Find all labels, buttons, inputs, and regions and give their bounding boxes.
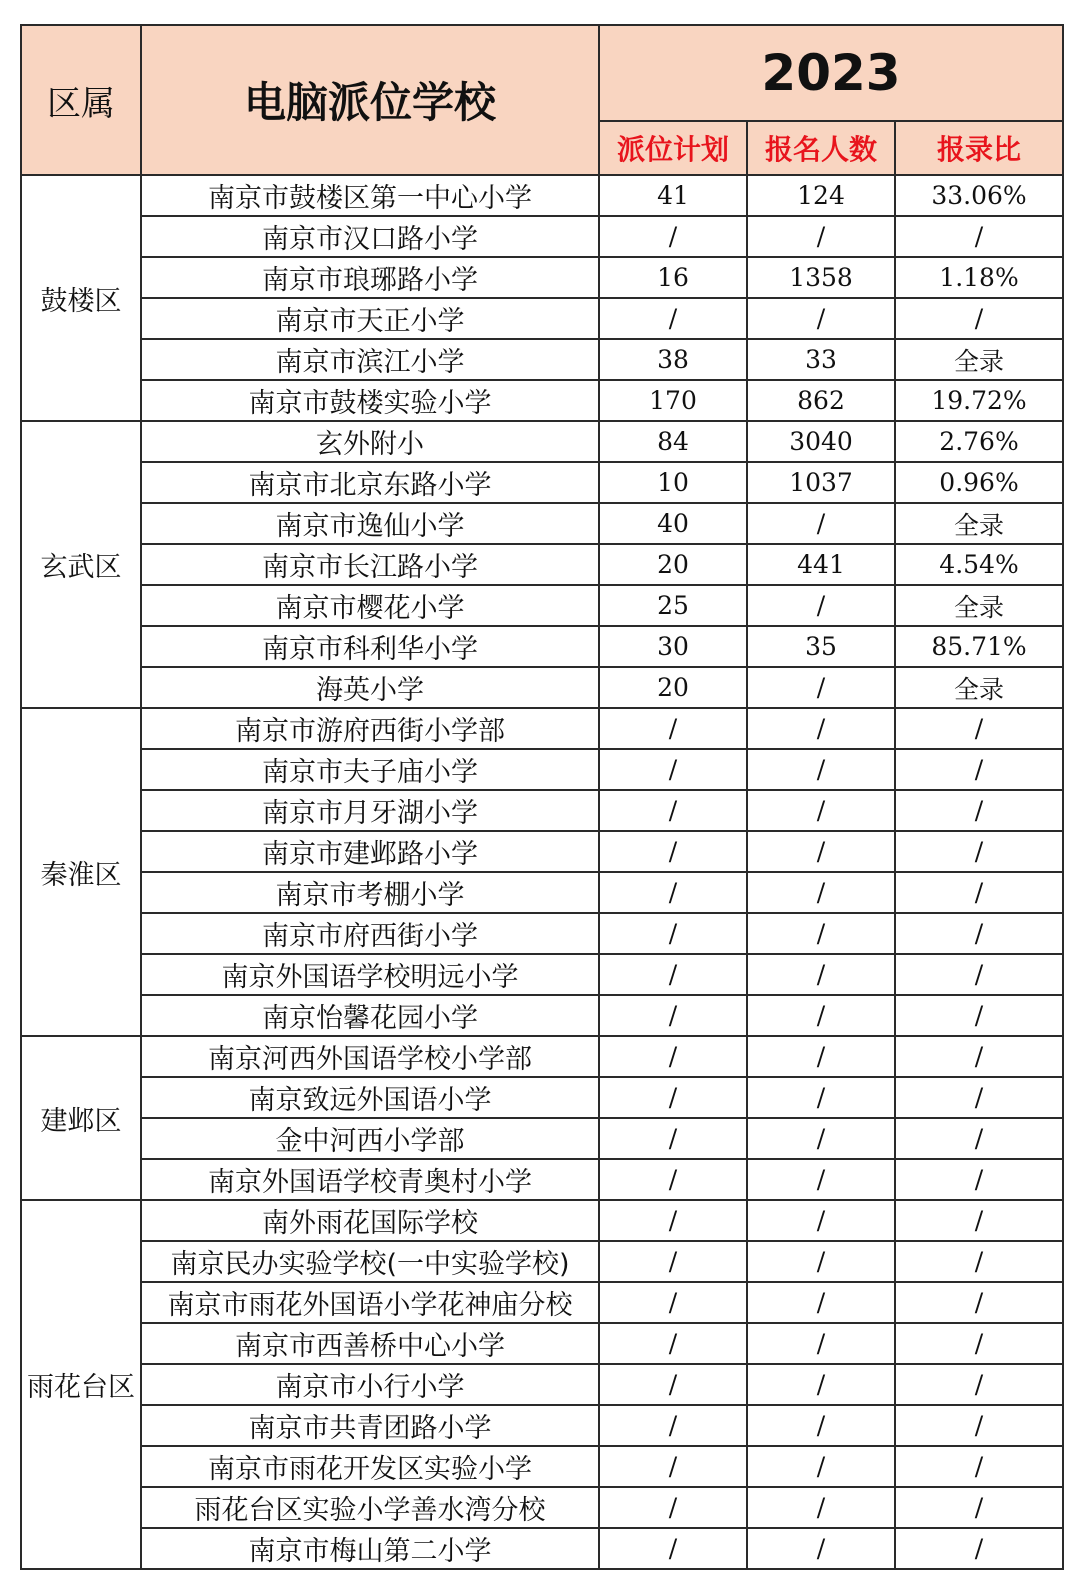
school-name-cell: 南京市考棚小学 xyxy=(141,872,599,913)
table-body xyxy=(21,175,1063,1569)
school-name-cell: 南京市雨花开发区实验小学 xyxy=(141,1446,599,1487)
district-column-header: 区属 xyxy=(21,25,141,175)
ratio-cell: / xyxy=(895,1405,1063,1446)
district-cell: 鼓楼区 xyxy=(21,175,141,421)
applicants-cell: / xyxy=(747,872,895,913)
ratio-cell: / xyxy=(895,790,1063,831)
applicants-cell: / xyxy=(747,1364,895,1405)
plan-cell: / xyxy=(599,216,747,257)
plan-cell: / xyxy=(599,995,747,1036)
school-name-cell: 南京市小行小学 xyxy=(141,1364,599,1405)
school-name-cell: 南京市府西街小学 xyxy=(141,913,599,954)
ratio-cell: 0.96% xyxy=(895,462,1063,503)
ratio-cell: / xyxy=(895,1036,1063,1077)
applicants-cell: / xyxy=(747,1528,895,1569)
applicants-cell: 862 xyxy=(747,380,895,421)
ratio-cell: / xyxy=(895,216,1063,257)
school-name-cell: 南京市西善桥中心小学 xyxy=(141,1323,599,1364)
ratio-cell: 全录 xyxy=(895,503,1063,544)
applicants-cell: / xyxy=(747,749,895,790)
table-row xyxy=(21,1487,1063,1528)
table-row xyxy=(21,667,1063,708)
school-name-cell: 南京市北京东路小学 xyxy=(141,462,599,503)
plan-cell: / xyxy=(599,954,747,995)
plan-cell: / xyxy=(599,1200,747,1241)
plan-cell: / xyxy=(599,790,747,831)
school-lottery-table xyxy=(20,24,1064,1570)
ratio-cell: / xyxy=(895,1446,1063,1487)
applicants-cell: / xyxy=(747,1200,895,1241)
table-row xyxy=(21,216,1063,257)
table-row xyxy=(21,1528,1063,1569)
school-name-cell: 南京市汉口路小学 xyxy=(141,216,599,257)
school-name-cell: 南京市科利华小学 xyxy=(141,626,599,667)
applicants-cell: / xyxy=(747,954,895,995)
applicants-cell: / xyxy=(747,585,895,626)
school-name-cell: 南京市雨花外国语小学花神庙分校 xyxy=(141,1282,599,1323)
table-row xyxy=(21,1405,1063,1446)
ratio-cell: / xyxy=(895,1077,1063,1118)
table-row xyxy=(21,298,1063,339)
plan-cell: 41 xyxy=(599,175,747,216)
table-row xyxy=(21,1364,1063,1405)
school-name-cell: 南京市游府西街小学部 xyxy=(141,708,599,749)
school-name-cell: 南京市共青团路小学 xyxy=(141,1405,599,1446)
applicants-cell: / xyxy=(747,298,895,339)
plan-cell: 16 xyxy=(599,257,747,298)
table-row xyxy=(21,544,1063,585)
applicants-cell: / xyxy=(747,1036,895,1077)
plan-cell: / xyxy=(599,913,747,954)
table-row xyxy=(21,954,1063,995)
ratio-cell: / xyxy=(895,1241,1063,1282)
applicants-cell: / xyxy=(747,790,895,831)
table-row xyxy=(21,339,1063,380)
table-row xyxy=(21,872,1063,913)
plan-cell: / xyxy=(599,1077,747,1118)
ratio-cell: / xyxy=(895,954,1063,995)
plan-cell: 20 xyxy=(599,667,747,708)
plan-cell: 40 xyxy=(599,503,747,544)
school-name-cell: 南京市逸仙小学 xyxy=(141,503,599,544)
plan-cell: / xyxy=(599,1323,747,1364)
table-row xyxy=(21,913,1063,954)
school-name-cell: 南京市长江路小学 xyxy=(141,544,599,585)
school-name-cell: 南京市琅琊路小学 xyxy=(141,257,599,298)
plan-cell: / xyxy=(599,1364,747,1405)
school-name-cell: 南京市建邺路小学 xyxy=(141,831,599,872)
ratio-cell: / xyxy=(895,1200,1063,1241)
plan-cell: / xyxy=(599,298,747,339)
applicants-cell: / xyxy=(747,1282,895,1323)
applicants-cell: 35 xyxy=(747,626,895,667)
ratio-cell: 85.71% xyxy=(895,626,1063,667)
ratio-column-header: 报录比 xyxy=(895,121,1063,175)
school-name-cell: 南京市天正小学 xyxy=(141,298,599,339)
plan-cell: 25 xyxy=(599,585,747,626)
applicants-column-header: 报名人数 xyxy=(747,121,895,175)
table-row xyxy=(21,1118,1063,1159)
ratio-cell: 全录 xyxy=(895,585,1063,626)
table-row xyxy=(21,1282,1063,1323)
table-row xyxy=(21,1241,1063,1282)
applicants-cell: / xyxy=(747,1487,895,1528)
school-name-cell: 南京河西外国语学校小学部 xyxy=(141,1036,599,1077)
school-name-cell: 玄外附小 xyxy=(141,421,599,462)
plan-cell: 38 xyxy=(599,339,747,380)
applicants-cell: / xyxy=(747,667,895,708)
table-row xyxy=(21,1159,1063,1200)
applicants-cell: / xyxy=(747,1241,895,1282)
plan-cell: / xyxy=(599,1528,747,1569)
table-row xyxy=(21,1036,1063,1077)
school-name-cell: 海英小学 xyxy=(141,667,599,708)
ratio-cell: 1.18% xyxy=(895,257,1063,298)
ratio-cell: 33.06% xyxy=(895,175,1063,216)
table-row xyxy=(21,626,1063,667)
school-name-cell: 南京外国语学校明远小学 xyxy=(141,954,599,995)
ratio-cell: 全录 xyxy=(895,667,1063,708)
ratio-cell: 4.54% xyxy=(895,544,1063,585)
plan-cell: / xyxy=(599,1036,747,1077)
ratio-cell: / xyxy=(895,872,1063,913)
ratio-cell: / xyxy=(895,913,1063,954)
plan-cell: / xyxy=(599,749,747,790)
school-name-cell: 雨花台区实验小学善水湾分校 xyxy=(141,1487,599,1528)
ratio-cell: / xyxy=(895,1487,1063,1528)
plan-cell: / xyxy=(599,1159,747,1200)
school-name-cell: 南京民办实验学校(一中实验学校) xyxy=(141,1241,599,1282)
school-name-cell: 南京外国语学校青奥村小学 xyxy=(141,1159,599,1200)
table-row xyxy=(21,1446,1063,1487)
applicants-cell: 1358 xyxy=(747,257,895,298)
ratio-cell: / xyxy=(895,298,1063,339)
applicants-cell: / xyxy=(747,831,895,872)
applicants-cell: 441 xyxy=(747,544,895,585)
applicants-cell: / xyxy=(747,1159,895,1200)
ratio-cell: / xyxy=(895,1528,1063,1569)
plan-cell: / xyxy=(599,1446,747,1487)
ratio-cell: / xyxy=(895,831,1063,872)
table-row xyxy=(21,175,1063,216)
applicants-cell: 33 xyxy=(747,339,895,380)
plan-cell: / xyxy=(599,1405,747,1446)
applicants-cell: 1037 xyxy=(747,462,895,503)
table-row xyxy=(21,831,1063,872)
plan-cell: / xyxy=(599,708,747,749)
applicants-cell: / xyxy=(747,503,895,544)
applicants-cell: / xyxy=(747,216,895,257)
ratio-cell: / xyxy=(895,1364,1063,1405)
plan-cell: 84 xyxy=(599,421,747,462)
district-cell: 雨花台区 xyxy=(21,1200,141,1569)
ratio-cell: / xyxy=(895,1323,1063,1364)
school-name-cell: 南京市滨江小学 xyxy=(141,339,599,380)
ratio-cell: 全录 xyxy=(895,339,1063,380)
applicants-cell: / xyxy=(747,995,895,1036)
ratio-cell: / xyxy=(895,995,1063,1036)
ratio-cell: / xyxy=(895,1118,1063,1159)
school-name-cell: 南京致远外国语小学 xyxy=(141,1077,599,1118)
applicants-cell: 124 xyxy=(747,175,895,216)
school-name-cell: 南外雨花国际学校 xyxy=(141,1200,599,1241)
district-cell: 建邺区 xyxy=(21,1036,141,1200)
school-name-cell: 南京市鼓楼区第一中心小学 xyxy=(141,175,599,216)
plan-cell: / xyxy=(599,872,747,913)
plan-cell: 170 xyxy=(599,380,747,421)
applicants-cell: 3040 xyxy=(747,421,895,462)
table-row xyxy=(21,1077,1063,1118)
applicants-cell: / xyxy=(747,1077,895,1118)
year-header: 2023 xyxy=(599,25,1063,121)
plan-cell: 10 xyxy=(599,462,747,503)
plan-cell: / xyxy=(599,1118,747,1159)
ratio-cell: 2.76% xyxy=(895,421,1063,462)
district-cell: 玄武区 xyxy=(21,421,141,708)
applicants-cell: / xyxy=(747,1405,895,1446)
table-row xyxy=(21,995,1063,1036)
school-name-cell: 金中河西小学部 xyxy=(141,1118,599,1159)
table-row xyxy=(21,380,1063,421)
ratio-cell: 19.72% xyxy=(895,380,1063,421)
table-row xyxy=(21,421,1063,462)
table-row xyxy=(21,749,1063,790)
school-name-cell: 南京市梅山第二小学 xyxy=(141,1528,599,1569)
table-row xyxy=(21,790,1063,831)
district-cell: 秦淮区 xyxy=(21,708,141,1036)
applicants-cell: / xyxy=(747,1446,895,1487)
school-name-cell: 南京市樱花小学 xyxy=(141,585,599,626)
ratio-cell: / xyxy=(895,1159,1063,1200)
table-row xyxy=(21,503,1063,544)
table-row xyxy=(21,1200,1063,1241)
ratio-cell: / xyxy=(895,749,1063,790)
table-row xyxy=(21,462,1063,503)
applicants-cell: / xyxy=(747,913,895,954)
applicants-cell: / xyxy=(747,708,895,749)
school-name-cell: 南京怡馨花园小学 xyxy=(141,995,599,1036)
plan-cell: 20 xyxy=(599,544,747,585)
applicants-cell: / xyxy=(747,1118,895,1159)
school-column-header: 电脑派位学校 xyxy=(141,25,599,175)
table-row xyxy=(21,708,1063,749)
table-row xyxy=(21,1323,1063,1364)
ratio-cell: / xyxy=(895,1282,1063,1323)
plan-cell: / xyxy=(599,1241,747,1282)
school-name-cell: 南京市夫子庙小学 xyxy=(141,749,599,790)
plan-cell: / xyxy=(599,1282,747,1323)
school-name-cell: 南京市鼓楼实验小学 xyxy=(141,380,599,421)
plan-cell: 30 xyxy=(599,626,747,667)
applicants-cell: / xyxy=(747,1323,895,1364)
plan-cell: / xyxy=(599,831,747,872)
ratio-cell: / xyxy=(895,708,1063,749)
plan-column-header: 派位计划 xyxy=(599,121,747,175)
plan-cell: / xyxy=(599,1487,747,1528)
table-row xyxy=(21,257,1063,298)
school-name-cell: 南京市月牙湖小学 xyxy=(141,790,599,831)
table-row xyxy=(21,585,1063,626)
